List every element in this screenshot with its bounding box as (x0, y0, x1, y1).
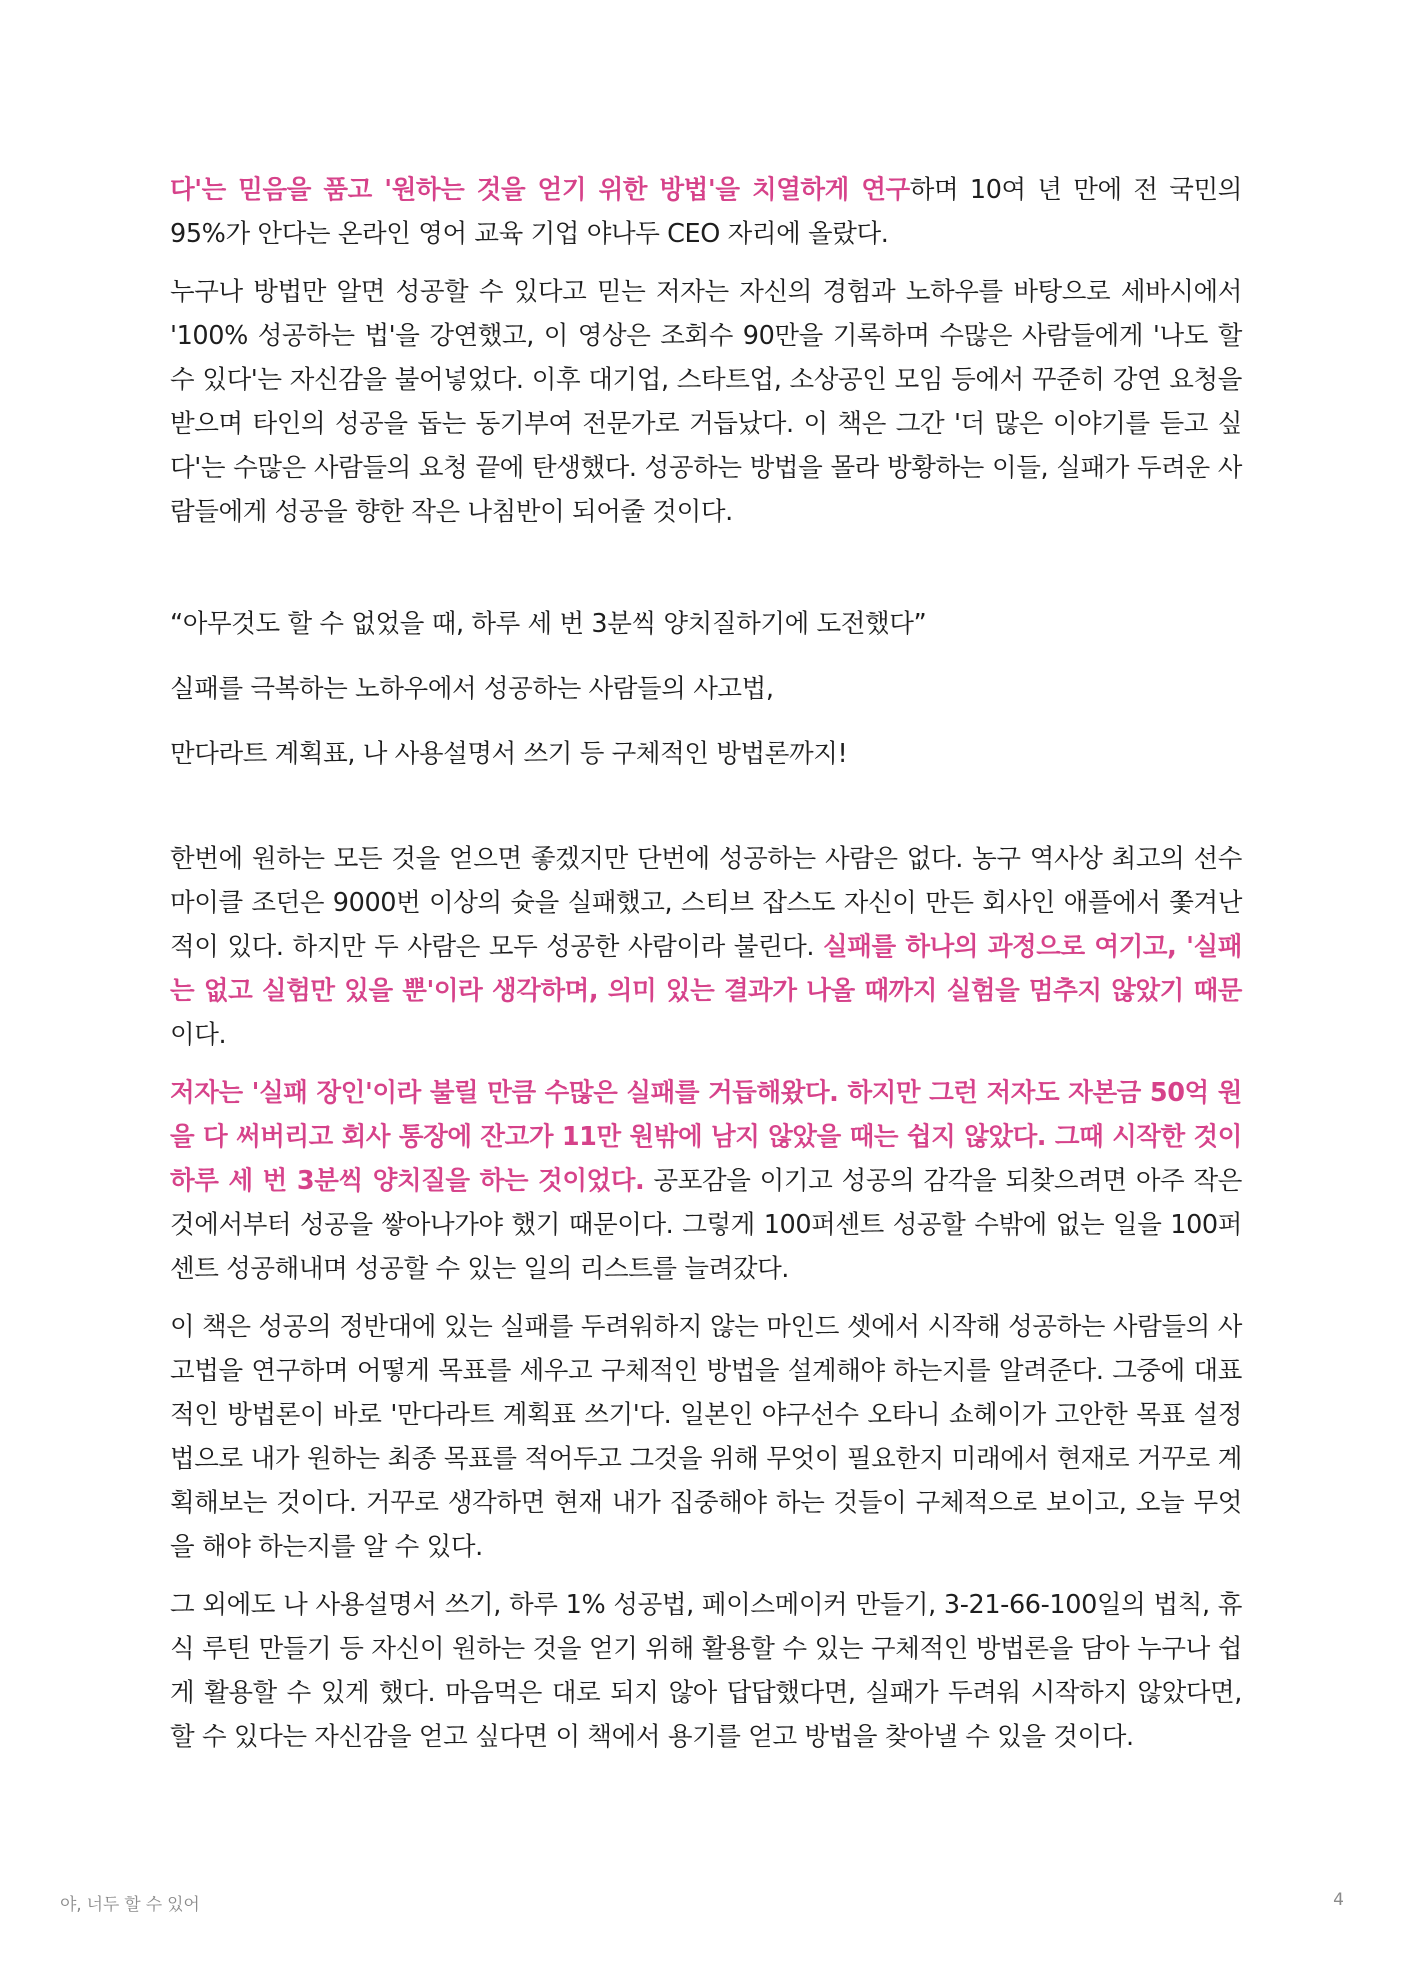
body-text: 하며 10여 년 만에 전 국민의 95%가 안다는 온라인 영어 교육 기업 야나두 CEO 자리에 올랐다. (170, 175, 1242, 249)
quote-line-1: “아무것도 할 수 없었을 때, 하루 세 번 3분씩 양치질하기에 도전했다” (170, 609, 927, 639)
footer-book-title: 야, 너두 할 수 있어 (60, 1895, 200, 1915)
highlight-text: 저자는 '실패 장인'이라 불릴 만큼 수많은 실패를 거듭해왔다. 하지만 그런 저자도 자본금 50억 원을 다 써버리고 회사 통장에 잔고가 11만 원밖에 남지 않았을 때는 쉽지 않았다. 그때 시작한 것이 하루 세 번 3분씩 양치질을 하는 것이었다. (170, 1078, 1242, 1196)
body-paragraph-1 (170, 837, 1242, 1057)
body-paragraph-3: 이 책은 성공의 정반대에 있는 실패를 두려워하지 않는 마인드 셋에서 시작해 성공하는 사람들의 사고법을 연구하며 어떻게 목표를 세우고 구체적인 방법을 설계해야 하는지를 알려준다. 그중에 대표적인 방법론이 바로 '만다라트 계획표 쓰기'다. 일본인 야구선수 오타니 쇼헤이가 고안한 목표 설정법으로 내가 원하는 최종 목표를 적어두고 그것을 위해 무엇이 필요한지 미래에서 현재로 거꾸로 계획해보는 것이다. 거꾸로 생각하면 현재 내가 집중해야 하는 것들이 구체적으로 보이고, 오늘 무엇을 해야 하는지를 알 수 있다. (170, 1312, 1242, 1562)
intro-paragraph-1 (170, 168, 1242, 256)
intro-paragraph-2: 누구나 방법만 알면 성공할 수 있다고 믿는 저자는 자신의 경험과 노하우를 바탕으로 세바시에서 '100% 성공하는 법'을 강연했고, 이 영상은 조회수 90만을 기록하며 수많은 사람들에게 '나도 할 수 있다'는 자신감을 불어넣었다. 이후 대기업, 스타트업, 소상공인 모임 등에서 꾸준히 강연 요청을 받으며 타인의 성공을 돕는 동기부여 전문가로 거듭났다. 이 책은 그간 '더 많은 이야기를 듣고 싶다'는 수많은 사람들의 요청 끝에 탄생했다. 성공하는 방법을 몰라 방황하는 이들, 실패가 두려운 사람들에게 성공을 향한 작은 나침반이 되어줄 것이다. (170, 277, 1242, 527)
highlight-text: 다'는 믿음을 품고 '원하는 것을 얻기 위한 방법'을 치열하게 연구 (170, 175, 910, 205)
body-text: 한번에 원하는 모든 것을 얻으면 좋겠지만 단번에 성공하는 사람은 없다. 농구 역사상 최고의 선수 마이클 조던은 9000번 이상의 슛을 실패했고, 스티브 잡스도 자신이 만든 회사인 애플에서 쫓겨난 적이 있다. 하지만 두 사람은 모두 성공한 사람이라 불린다. (170, 844, 1242, 962)
quote-line-2: 실패를 극복하는 노하우에서 성공하는 사람들의 사고법, (170, 674, 774, 704)
document-body (170, 168, 1242, 1773)
quote-line-3: 만다라트 계획표, 나 사용설명서 쓰기 등 구체적인 방법론까지! (170, 739, 848, 769)
body-paragraph-4: 그 외에도 나 사용설명서 쓰기, 하루 1% 성공법, 페이스메이커 만들기, 3-21-66-100일의 법칙, 휴식 루틴 만들기 등 자신이 원하는 것을 얻기 위해 활용할 수 있는 구체적인 방법론을 담아 누구나 쉽게 활용할 수 있게 했다. 마음먹은 대로 되지 않아 답답했다면, 실패가 두려워 시작하지 않았다면, 할 수 있다는 자신감을 얻고 싶다면 이 책에서 용기를 얻고 방법을 찾아낼 수 있을 것이다. (170, 1590, 1242, 1752)
page-number: 4 (1333, 1890, 1344, 1910)
highlight-text: 실패를 하나의 과정으로 여기고, '실패는 없고 실험만 있을 뿐'이라 생각하며, 의미 있는 결과가 나올 때까지 실험을 멈추지 않았기 때문 (170, 932, 1242, 1006)
body-text: 이다. (170, 1020, 227, 1050)
body-text: 공포감을 이기고 성공의 감각을 되찾으려면 아주 작은 것에서부터 성공을 쌓아나가야 했기 때문이다. 그렇게 100퍼센트 성공할 수밖에 없는 일을 100퍼센트 성공해내며 성공할 수 있는 일의 리스트를 늘려갔다. (170, 1166, 1242, 1284)
body-paragraph-2 (170, 1071, 1242, 1291)
quote-block (170, 602, 1242, 776)
